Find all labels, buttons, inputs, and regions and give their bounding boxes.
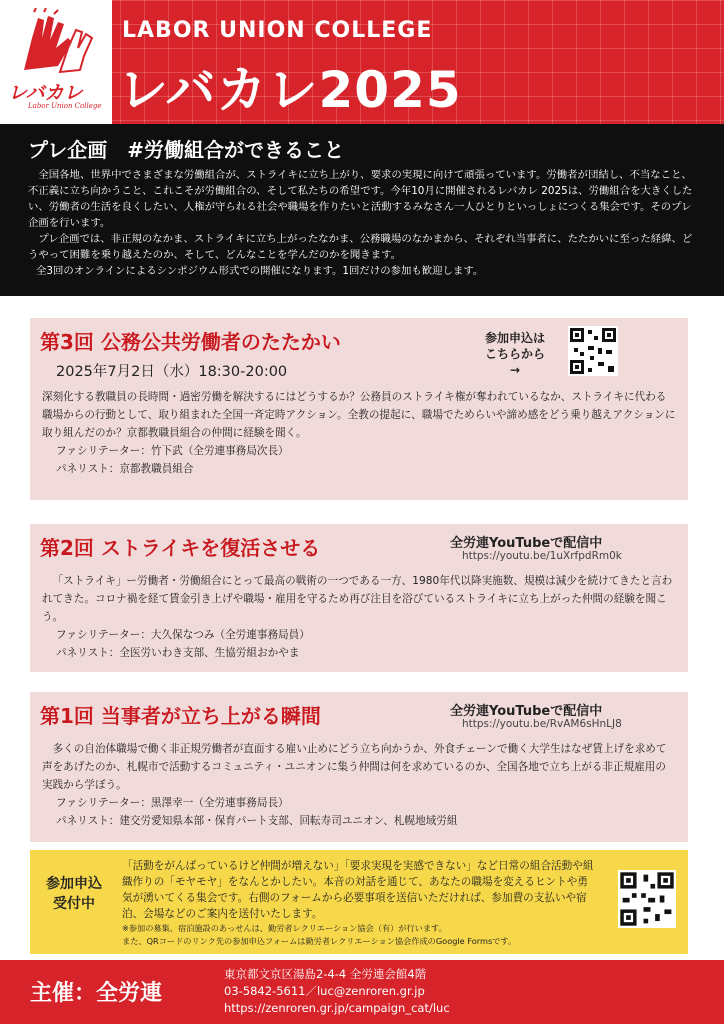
session-3-date: 2025年7月2日（水）18:30-20:00 bbox=[56, 364, 288, 380]
session-3-title: 第3回 公務公共労働者のたたかい bbox=[40, 330, 341, 354]
registration-panel bbox=[30, 850, 688, 954]
youtube-label: 全労連YouTubeで配信中 bbox=[450, 536, 603, 551]
youtube-link[interactable]: https://youtu.be/1uXrfpdRm0k bbox=[462, 550, 622, 562]
apply-label-line1: 参加申込は bbox=[485, 331, 546, 345]
registration-note-2: また、QRコードのリンク先の参加申込フォームは勤労者レクリエーション協会作成のGoogle Formsです。 bbox=[122, 936, 517, 946]
session-1-facilitator: ファシリテーター：黒澤幸一（全労連事務局長） bbox=[56, 797, 289, 809]
intro-section bbox=[0, 124, 724, 296]
logo bbox=[0, 0, 112, 124]
arrow-right-icon: → bbox=[509, 363, 521, 377]
contact-info bbox=[224, 966, 450, 1017]
session-2-title: 第2回 ストライキを復活させる bbox=[40, 536, 321, 560]
youtube-link[interactable]: https://youtu.be/RvAM6sHnLJ8 bbox=[462, 718, 622, 730]
raised-hands-icon bbox=[14, 8, 98, 78]
logo-text: レバカレ bbox=[8, 82, 83, 104]
organizer-name: 主催：全労連 bbox=[30, 981, 163, 1006]
apply-label-line2: こちらから bbox=[485, 347, 546, 361]
intro-heading: プレ企画 #労働組合ができること bbox=[28, 138, 344, 162]
website-link[interactable]: https://zenroren.gr.jp/campaign_cat/luc bbox=[224, 1001, 450, 1015]
page-title: レバカレ2025 bbox=[118, 61, 462, 119]
intro-paragraph-1: 全国各地、世界中でさまざまな労働組合が、ストライキに立ち上がり、要求の実現に向けて頑張っています。労働者が団結し、不当なこと、不正義に立ち向かうこと、これこそが労働組合の、そして私たちの希望です。今年10月に開催されるレバカレ 2025は、労働組合を大きくしたい、労働者の生活を良くしたい、人権が守られる社会や職場を作りたいと活動するみなさん一人ひとりといっしょにつくる集会です。そのプレ企画を行います。 bbox=[28, 169, 693, 229]
session-1-panelist: パネリスト：建交労愛知県本部・保育パート支部、回転寿司ユニオン、札幌地域労組 bbox=[56, 815, 458, 827]
intro-paragraph-2: プレ企画では、非正規のなかま、ストライキに立ち上がったなかま、公務職場のなかまから、それぞれ当事者に、たたかいに至った経緯、どうやって困難を乗り越えたのか、そして、どんなことを学んだのかを聞きます。 bbox=[28, 233, 693, 261]
session-1-title: 第1回 当事者が立ち上がる瞬間 bbox=[40, 704, 321, 728]
intro-paragraph-3: 全3回のオンラインによるシンポジウム形式での開催になります。1回だけの参加も歓迎します。 bbox=[36, 265, 484, 277]
title-english: LABOR UNION COLLEGE bbox=[122, 18, 433, 43]
qr-code-icon[interactable] bbox=[618, 870, 676, 928]
session-3-body: 深刻化する教職員の長時間・過密労働を解決するにはどうするか？公務員のストライキ権が奪われているなか、ストライキに代わる職場からの行動として、取り組まれた全国一斉定時アクション。全教の提起に、職場でためらいや諦め感をどう乗り越えアクションに取り組んだのか？京都教職員組合の仲間に経験を聞く。 bbox=[42, 391, 676, 439]
registration-label bbox=[40, 874, 108, 914]
session-1-body: 多くの自治体職場で働く非正規労働者が直面する雇い止めにどう立ち向かうか、外食チェーンで働く大学生はなぜ賃上げを求めて声をあげたのか、札幌市で活動するコミュニティ・ユニオンに集う仲間は何を求めているのか、全国各地で立ち上がる非正規雇用の実践から学ぼう。 bbox=[42, 743, 667, 791]
qr-code-icon[interactable] bbox=[568, 326, 618, 376]
session-2-facilitator: ファシリテーター：大久保なつみ（全労連事務局員） bbox=[56, 629, 310, 641]
footer bbox=[0, 960, 724, 1024]
session-3-panel bbox=[30, 318, 688, 500]
session-2-panel bbox=[30, 524, 688, 672]
registration-label-line2: 受付中 bbox=[53, 896, 95, 912]
registration-body: 「活動をがんばっているけど仲間が増えない」「要求実現を実感できない」など日常の組合活動や組織作りの「モヤモヤ」をなんとかしたい。本音の対話を通じて、あなたの職場を変えるヒントや勇気が湧いてくる集会です。右側のフォームから必要事項を送信いただければ、参加費の支払いや宿泊、会場などのご案内を送付いたします。 bbox=[122, 860, 594, 920]
session-1-description bbox=[42, 740, 676, 830]
session-3-facilitator: ファシリテーター：竹下武（全労連事務局次長） bbox=[56, 445, 289, 457]
phone-email[interactable]: 03-5842-5611／luc@zenroren.gr.jp bbox=[224, 984, 425, 998]
youtube-label: 全労連YouTubeで配信中 bbox=[450, 704, 603, 719]
apply-here-link[interactable] bbox=[485, 330, 545, 378]
registration-description bbox=[122, 858, 598, 948]
session-2-panelist: パネリスト：全医労いわき支部、生協労組おかやま bbox=[56, 647, 300, 659]
header-banner bbox=[0, 0, 724, 124]
session-1-panel bbox=[30, 692, 688, 842]
session-3-description bbox=[42, 388, 676, 478]
session-2-description bbox=[42, 572, 676, 662]
logo-subtext: Labor Union College bbox=[28, 102, 102, 110]
address: 東京都文京区湯島2-4-4 全労連会館4階 bbox=[224, 967, 427, 981]
session-3-panelist: パネリスト：京都教職員組合 bbox=[56, 463, 194, 475]
registration-note-1: ※参加の募集、宿泊施設のあっせんは、勤労者レクリエーション協会（有）が行います。 bbox=[122, 923, 447, 933]
session-2-body: 「ストライキ」ー労働者・労働組合にとって最高の戦術の一つである一方、1980年代以降実施数、規模は減少を続けてきたと言われてきた。コロナ禍を経て賃金引き上げや職場・雇用を守るため再び注目を浴びているストライキに立ち上がった仲間の経験を聞こう。 bbox=[42, 575, 673, 623]
registration-label-line1: 参加申込 bbox=[46, 876, 102, 892]
